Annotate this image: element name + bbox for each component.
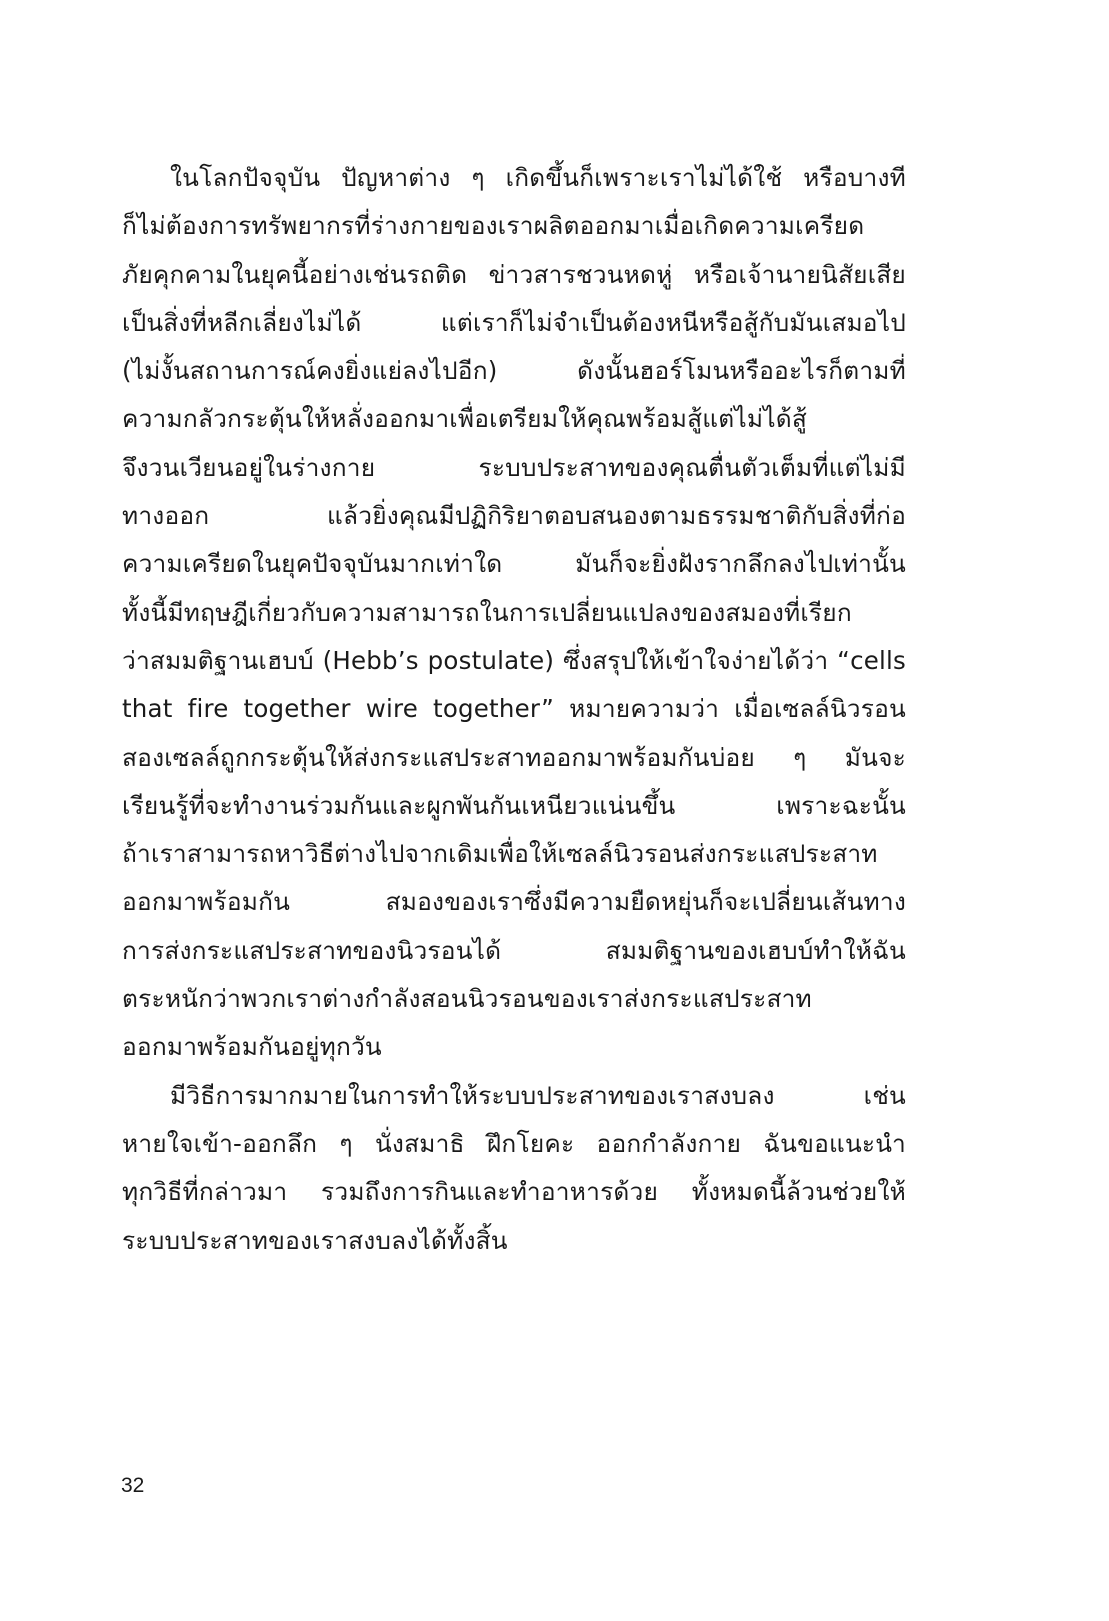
paragraph-1-line-10: ทั้งนี้มีทฤษฎีเกี่ยวกับความสามารถในการเปลี่ยนแปลงของสมองที่เรียก <box>122 597 852 627</box>
paragraph-1-line-14: เรียนรู้ที่จะทำงานร่วมกันและผูกพันกันเหนียวแน่นขึ้น เพราะฉะนั้น <box>122 790 906 820</box>
paragraph-2-line-2: หายใจเข้า-ออกลึก ๆ นั่งสมาธิ ฝึกโยคะ ออกกำลังกาย ฉันขอแนะนำ <box>122 1128 906 1158</box>
paragraph-1-line-16: ออกมาพร้อมกัน สมองของเราซึ่งมีความยืดหยุ่นก็จะเปลี่ยนเส้นทาง <box>122 887 906 917</box>
paragraph-1-line-2: ก็ไม่ต้องการทรัพยากรที่ร่างกายของเราผลิตออกมาเมื่อเกิดความเครียด <box>122 211 865 241</box>
paragraph-1-line-13: สองเซลล์ถูกกระตุ้นให้ส่งกระแสประสาทออกมาพร้อมกันบ่อย ๆ มันจะ <box>122 742 906 772</box>
paragraph-1-line-7: จึงวนเวียนอยู่ในร่างกาย ระบบประสาทของคุณตื่นตัวเต็มที่แต่ไม่มี <box>122 452 906 482</box>
paragraph-1-line-18: ตระหนักว่าพวกเราต่างกำลังสอนนิวรอนของเราส่งกระแสประสาท <box>122 984 812 1014</box>
paragraph-2-line-4: ระบบประสาทของเราสงบลงได้ทั้งสิ้น <box>122 1225 508 1255</box>
paragraph-1-line-5: (ไม่งั้นสถานการณ์คงยิ่งแย่ลงไปอีก) ดังนั้นฮอร์โมนหรืออะไรก็ตามที่ <box>122 356 906 386</box>
paragraph-1-line-3: ภัยคุกคามในยุคนี้อย่างเช่นรถติด ข่าวสารชวนหดหู่ หรือเจ้านายนิสัยเสีย <box>122 259 906 289</box>
paragraph-2-line-1: มีวิธีการมากมายในการทำให้ระบบประสาทของเราสงบลง เช่น <box>170 1080 906 1110</box>
page-number: 32 <box>121 1474 145 1497</box>
paragraph-1-line-11: ว่าสมมติฐานเฮบบ์ (Hebb’s postulate) ซึ่งสรุปให้เข้าใจง่ายได้ว่า “cells <box>122 645 906 675</box>
paragraph-1-line-9: ความเครียดในยุคปัจจุบันมากเท่าใด มันก็จะยิ่งฝังรากลึกลงไปเท่านั้น <box>122 549 906 579</box>
paragraph-1-line-12: that fire together wire together” หมายความว่า เมื่อเซลล์นิวรอน <box>122 694 906 724</box>
body-text <box>122 154 906 1265</box>
paragraph-1-line-1: ในโลกปัจจุบัน ปัญหาต่าง ๆ เกิดขึ้นก็เพราะเราไม่ได้ใช้ หรือบางที <box>170 163 906 192</box>
paragraph-1-line-8: ทางออก แล้วยิ่งคุณมีปฏิกิริยาตอบสนองตามธรรมชาติกับสิ่งที่ก่อ <box>122 501 906 531</box>
paragraph-1-line-4: เป็นสิ่งที่หลีกเลี่ยงไม่ได้ แต่เราก็ไม่จำเป็นต้องหนีหรือสู้กับมันเสมอไป <box>122 307 906 337</box>
paragraph-1-line-15: ถ้าเราสามารถหาวิธีต่างไปจากเดิมเพื่อให้เซลล์นิวรอนส่งกระแสประสาท <box>122 839 878 869</box>
paragraph-1-line-17: การส่งกระแสประสาทของนิวรอนได้ สมมติฐานของเฮบบ์ทำให้ฉัน <box>122 935 906 965</box>
paragraph-1-line-6: ความกลัวกระตุ้นให้หลั่งออกมาเพื่อเตรียมให้คุณพร้อมสู้แต่ไม่ได้สู้ <box>122 404 807 434</box>
paragraph-2-line-3: ทุกวิธีที่กล่าวมา รวมถึงการกินและทำอาหารด้วย ทั้งหมดนี้ล้วนช่วยให้ <box>122 1177 906 1207</box>
paragraph-1-line-19: ออกมาพร้อมกันอยู่ทุกวัน <box>122 1032 382 1062</box>
